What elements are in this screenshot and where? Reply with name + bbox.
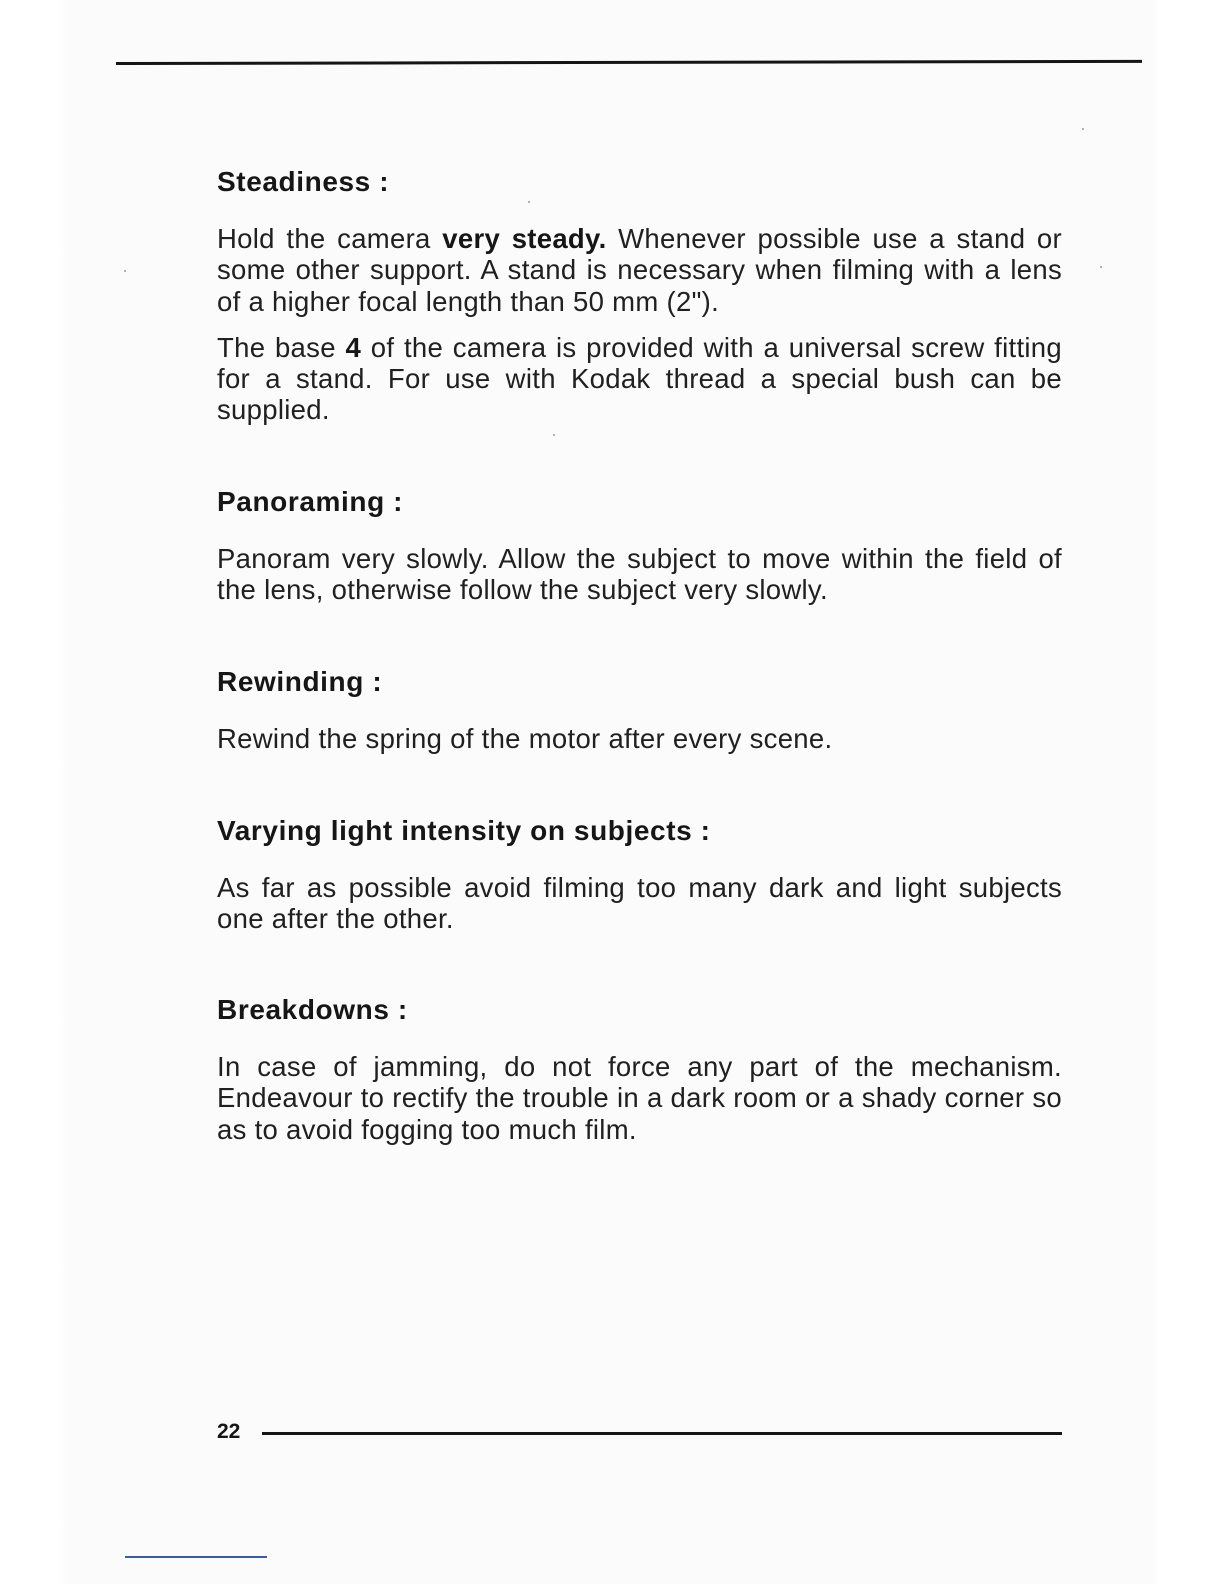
page-number: 22 (217, 1420, 241, 1443)
paragraph-text: Panoram very slowly. Allow the subject to move within the field of the lens, otherwise follow the subject very slowly. (217, 543, 1062, 606)
section-heading: Breakdowns : (217, 994, 408, 1025)
paragraph-text: of the camera is provided with a universal screw fitting for a stand. For use with Kodak thread a special bush can be supplied. (217, 331, 1062, 426)
section-rewinding (217, 665, 1062, 754)
paragraph-text: The base (217, 331, 346, 363)
paragraph-emphasis: very steady. (442, 223, 607, 254)
paragraph-text: As far as possible avoid filming too many dark and light subjects one after the other. (217, 872, 1062, 935)
scan-speck (528, 201, 530, 203)
section-paragraph (217, 332, 1062, 426)
scan-speck (1100, 266, 1102, 268)
section-heading: Steadiness : (217, 166, 390, 197)
scan-speck (553, 434, 555, 436)
scan-speck (1082, 128, 1084, 130)
section-paragraph (217, 543, 1062, 606)
paragraph-text: Rewind the spring of the motor after every scene. (217, 723, 833, 754)
section-varying-light (217, 814, 1062, 935)
paragraph-text: Whenever possible use a stand or some other support. A stand is necessary when filming with a lens of a higher focal length than 50 mm (2"). (217, 223, 1062, 317)
paragraph-emphasis: 4 (345, 331, 362, 363)
scan-speck (124, 270, 126, 272)
section-paragraph (217, 1051, 1062, 1145)
scan-edge-mark (125, 1556, 267, 1558)
bottom-rule (262, 1432, 1062, 1435)
section-breakdowns (217, 993, 1062, 1145)
section-steadiness (217, 165, 1062, 426)
section-heading: Rewinding : (217, 666, 383, 697)
section-paragraph (217, 223, 1062, 317)
paragraph-text: Hold the camera (217, 223, 443, 254)
section-paragraph (217, 872, 1062, 935)
section-heading: Panoraming : (217, 486, 404, 517)
section-heading: Varying light intensity on subjects : (217, 815, 711, 846)
paragraph-text: In case of jamming, do not force any part of the mechanism. Endeavour to rectify the trouble in a dark room or a shady corner so as to avoid fogging too much film. (217, 1051, 1062, 1145)
section-panoraming (217, 485, 1062, 606)
section-paragraph (217, 723, 1062, 754)
